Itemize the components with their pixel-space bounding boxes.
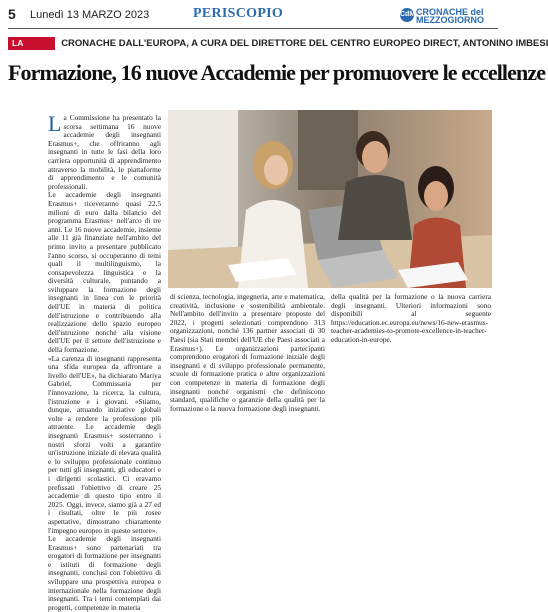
- header-divider: [8, 28, 498, 29]
- article-column-2: [170, 293, 325, 461]
- column-banner: [8, 37, 548, 59]
- newspaper-logo-icon: CdM: [400, 8, 414, 22]
- rubrica-tag: LA RUBRICA: [8, 37, 55, 50]
- article-column-3: [331, 293, 491, 461]
- paragraph: Le accademie degli insegnanti Erasmus+ riceveranno quasi 22,5 milioni di euro dalla bilancio del programma Erasmus+ nell'arco di tre anni. Le 16 nuove accademie, insieme alle 11 già finanziate nell'ambito del primo invito a presentare pubblicato l'anno scorso, si occuperanno di temi quali il multilinguismo, la consapevolezza linguistica e la diversità culturale, puntando a sviluppare la formazione degli insegnanti in linea con le priorità dell'UE in materia di politica dell'istruzione e contribuendo alla realizzazione dello spazio europeo dell'istruzione nonché alla visione dell'UE per il settore dell'istruzione e della formazione.: [48, 190, 161, 355]
- paragraph: Le accademie degli insegnanti Erasmus+ sono partenariati tra erogatori di formazione per insegnanti e istituti di formazione degli insegnanti, conclusi con l'obiettivo di sviluppare una prospettiva europea e internazionale nella formazione degli insegnanti. Tra i temi contemplati dai progetti, competenze in materia: [48, 534, 161, 612]
- paragraph: «La carenza di insegnanti rappresenta una sfida europea da affrontare a livello dell'UE», ha dichiarato Mariya Gabriel, Commissaria per l'innovazione, la ricerca, la cultura, l'istruzione e i giovani. «Stiamo, dunque, attuando iniziative globali volte a rendere la professione più attraente. Le accademie degli insegnanti Erasmus+ sosterranno i nostri sforzi volti a garantire un'istruzione iniziale di elevata qualità e lo sviluppo professionale continuo per tutti gli insegnanti, gli educatori e i dirigenti scolastici. Ci eravamo prefissati l'obiettivo di creare 25 accademie di questo tipo entro il 2025. Oggi, invece, siamo già a 27 ed i risultati, oltre le più rosee aspettative, dimostrano chiaramente l'impegno europeo in questo settore».: [48, 353, 161, 535]
- paragraph: della qualità per la formazione o la nuova carriera degli insegnanti. Ulteriori informazioni sono disponibili al seguente https://education.ec.europa.eu/news/16-new-erasmus-teacher-academies-to-promote-excellence-in-teacher-education-in-europe.: [331, 292, 491, 344]
- rubrica-text: CRONACHE DALL'EUROPA, A CURA DEL DIRETTORE DEL CENTRO EUROPEO DIRECT, ANTONINO IMBESI: [61, 37, 548, 49]
- article-headline: Formazione, 16 nuove Accademie per promuovere le eccellenze: [8, 60, 546, 85]
- paragraph: a Commissione ha presentato la scorsa settimana 16 nuove accademie degli insegnanti Erasmus+, che offriranno agli insegnanti in tutte le fasi della loro carriera opportunità di apprendimento attraverso la mobilità, le piattaforme di apprendimento e le comunità professionali.: [48, 113, 161, 191]
- article-photo: [168, 110, 492, 288]
- page-number: 5: [8, 6, 16, 22]
- classroom-photo-icon: [168, 110, 492, 288]
- paragraph: di scienza, tecnologia, ingegneria, arte e matematica, creatività, inclusione e sostenibilità ambientale. Nell'ambito dell'invito a presentare proposte del 2022, i progetti selezionati comprendono 313 organizzazioni, nonché 136 partner associati di 30 Paesi (sia Stati membri dell'UE che Paesi associati a Erasmus+). Le organizzazioni partecipanti comprendono erogatori di formazione iniziale degli insegnanti e di sviluppo professionale permanente, scuole di formazione pratica e altre organizzazioni con competenze in materia di formazione degli insegnanti nonché organismi che definiscono standard, qualifiche o garanzie della qualità per la formazione o la nuova formazione degli insegnanti.: [170, 292, 325, 413]
- section-title: PERISCOPIO: [193, 6, 284, 21]
- newspaper-logo: [416, 8, 498, 24]
- drop-cap: L: [48, 111, 62, 136]
- logo-line-2: MEZZOGIORNO: [416, 15, 484, 25]
- article-column-1: [48, 111, 161, 612]
- logo-line-1: CRONACHE del: [416, 7, 484, 17]
- issue-date: Lunedì 13 MARZO 2023: [30, 9, 150, 21]
